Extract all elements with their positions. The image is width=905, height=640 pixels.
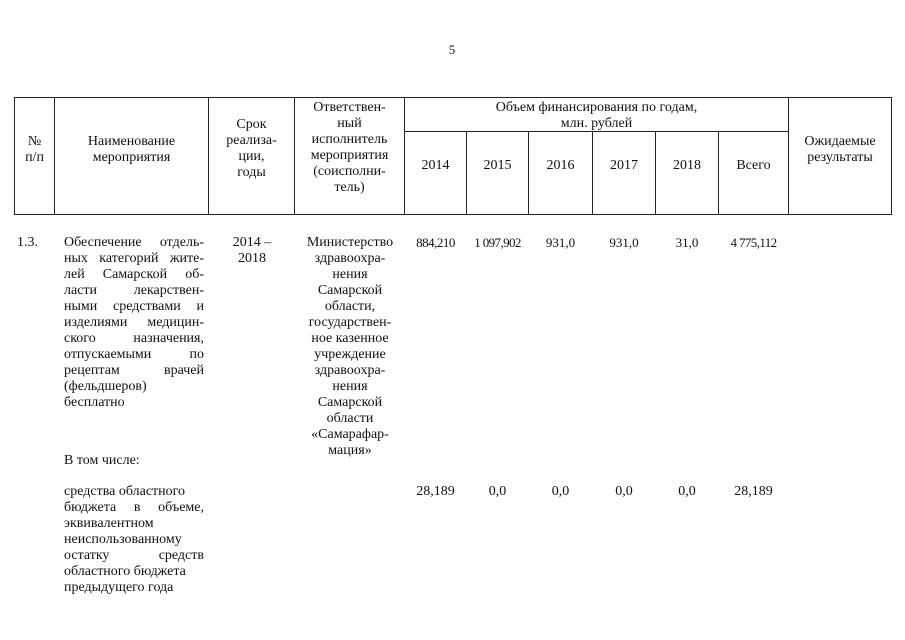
header-name: Наименование мероприятия bbox=[87, 134, 176, 165]
including-label: В том числе: bbox=[64, 453, 140, 468]
value-2016: 931,0 bbox=[545, 235, 576, 250]
subvalue-2018: 0,0 bbox=[678, 484, 696, 499]
header-executor: Ответствен- ный исполнитель мероприятия (соисполни- тель) bbox=[310, 100, 389, 195]
header-term: Срок реализа- ции, годы bbox=[226, 117, 277, 180]
subrow-name: средства областного бюджета в объеме, эквивалентном неиспользованному остатку средств областного бюджета предыдущего года bbox=[64, 484, 204, 595]
value-2015: 1 097,902 bbox=[474, 235, 521, 250]
subvalue-total: 28,189 bbox=[734, 484, 773, 499]
header-year-2014: 2014 bbox=[421, 158, 450, 173]
subvalue-2014: 28,189 bbox=[416, 484, 455, 499]
header-results: Ожидаемые результаты bbox=[804, 134, 876, 165]
header-year-2016: 2016 bbox=[546, 158, 575, 173]
subvalue-2017: 0,0 bbox=[615, 484, 633, 499]
row-executor: Министерство здравоохра- нения Самарской области, государствен- ное казенное учреждение здравоохра- нения Самарской области «Самарафар- мация» bbox=[306, 235, 394, 458]
row-number: 1.3. bbox=[17, 235, 38, 250]
header-num: № п/п bbox=[25, 134, 44, 165]
value-2018: 31,0 bbox=[675, 235, 699, 250]
value-2014: 884,210 bbox=[416, 235, 455, 250]
header-year-2017: 2017 bbox=[610, 158, 638, 173]
header-year-2018: 2018 bbox=[673, 158, 701, 173]
subvalue-2015: 0,0 bbox=[488, 484, 507, 499]
value-2017: 931,0 bbox=[609, 235, 639, 250]
value-total: 4 775,112 bbox=[730, 235, 777, 250]
header-total: Всего bbox=[736, 158, 771, 173]
row-name: Обеспечение отдель- ных категорий жите- лей Самарской об- ласти лекарствен- ными средствами и изделиями медицин- ского назначения, отпускаемыми по рецептам врачей (фельдшеров) бесплатно bbox=[64, 235, 204, 410]
page-number: 5 bbox=[448, 42, 456, 57]
header-funding-title: Объем финансирования по годам, млн. рублей bbox=[495, 100, 698, 131]
header-year-2015: 2015 bbox=[483, 158, 512, 173]
row-term: 2014 – 2018 bbox=[232, 235, 272, 266]
subvalue-2016: 0,0 bbox=[551, 484, 570, 499]
